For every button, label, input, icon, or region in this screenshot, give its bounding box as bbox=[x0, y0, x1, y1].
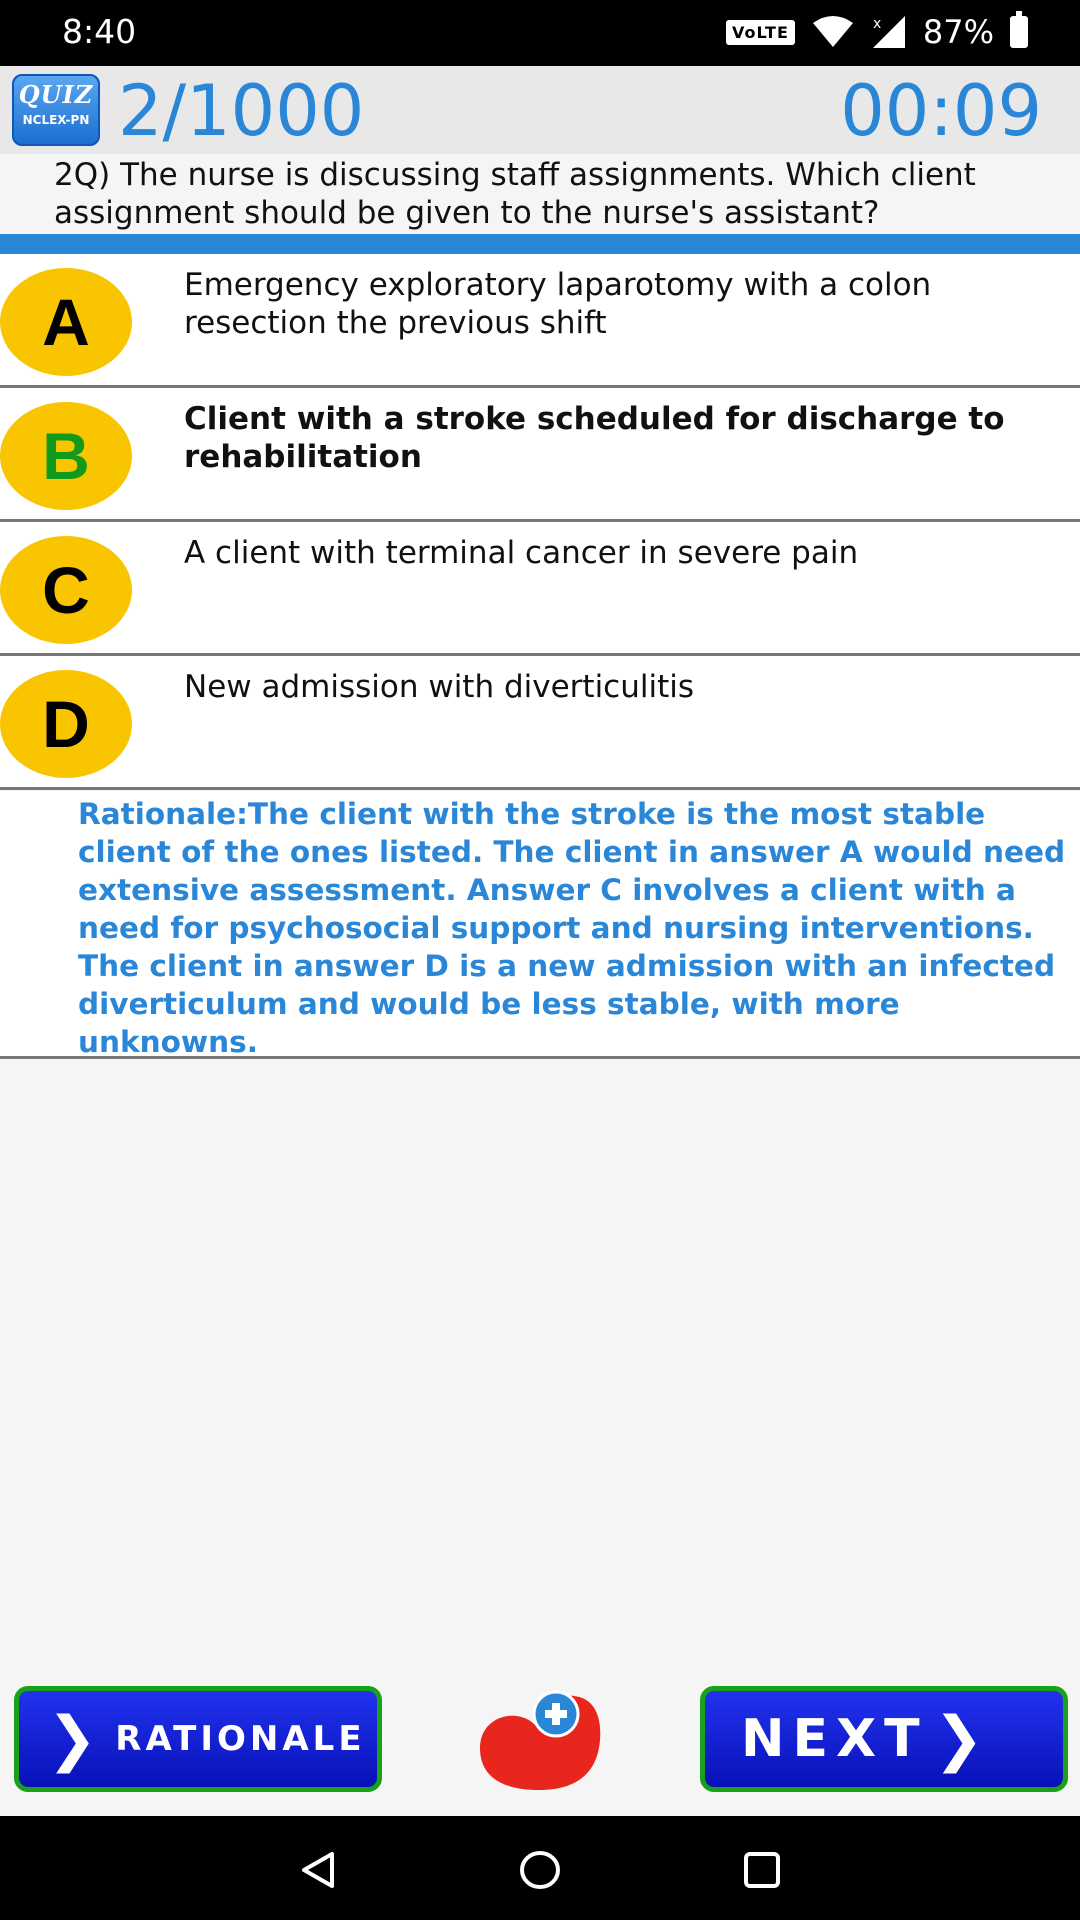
wifi-icon bbox=[811, 15, 855, 49]
logo-title: QUIZ bbox=[18, 80, 94, 109]
logo-subtitle: NCLEX-PN bbox=[22, 113, 90, 127]
question-divider bbox=[0, 234, 1080, 254]
option-c-badge: C bbox=[0, 536, 132, 644]
option-a-badge: A bbox=[0, 268, 132, 376]
question-counter: 2/1000 bbox=[118, 70, 365, 152]
status-bar bbox=[0, 0, 1080, 66]
option-c-text: A client with terminal cancer in severe pain bbox=[184, 535, 859, 571]
battery-icon bbox=[1010, 16, 1028, 48]
rationale-panel bbox=[0, 791, 1080, 1059]
option-c[interactable] bbox=[0, 522, 1080, 656]
heart-plus-icon[interactable] bbox=[474, 1686, 604, 1792]
home-nav-icon[interactable] bbox=[518, 1849, 562, 1891]
rationale-button[interactable] bbox=[14, 1686, 382, 1792]
question-text: 2Q) The nurse is discussing staff assignments. Which client assignment should be given to the nurse's assistant? bbox=[54, 157, 976, 231]
option-d[interactable] bbox=[0, 656, 1080, 790]
option-a[interactable] bbox=[0, 254, 1080, 388]
chevron-right-icon: ❯ bbox=[47, 1704, 98, 1774]
recents-nav-icon[interactable] bbox=[742, 1850, 782, 1890]
svg-text:x: x bbox=[872, 16, 882, 32]
next-button[interactable] bbox=[700, 1686, 1068, 1792]
volte-badge: VoLTE bbox=[726, 20, 795, 45]
back-nav-icon[interactable] bbox=[298, 1850, 338, 1890]
status-time: 8:40 bbox=[62, 12, 137, 51]
option-a-text: Emergency exploratory laparotomy with a colon resection the previous shift bbox=[184, 267, 932, 341]
navigation-bar bbox=[0, 1816, 1080, 1920]
rationale-text: Rationale:The client with the stroke is the most stable client of the ones listed. The client in answer A would need extensive assessment. Answer C involves a client with a need for psychosocial support and nursing interventions. The client in answer D is a new admission with an infected diverticulum and would be less stable, with more unknowns. bbox=[78, 797, 1066, 1059]
option-d-text: New admission with diverticulitis bbox=[184, 669, 695, 705]
option-b[interactable] bbox=[0, 388, 1080, 522]
rationale-button-label: RATIONALE bbox=[115, 1719, 366, 1759]
option-b-text: Client with a stroke scheduled for discharge to rehabilitation bbox=[184, 401, 1005, 475]
quiz-timer: 00:09 bbox=[840, 70, 1042, 152]
signal-icon bbox=[871, 14, 907, 50]
chevron-right-icon: ❯ bbox=[933, 1704, 984, 1774]
app-logo bbox=[12, 74, 100, 146]
status-icons bbox=[726, 12, 1028, 52]
quiz-header bbox=[0, 66, 1080, 154]
option-b-badge: B bbox=[0, 402, 132, 510]
option-d-badge: D bbox=[0, 670, 132, 778]
battery-percent: 87% bbox=[922, 13, 994, 51]
next-button-label: NEXT bbox=[741, 1709, 928, 1769]
